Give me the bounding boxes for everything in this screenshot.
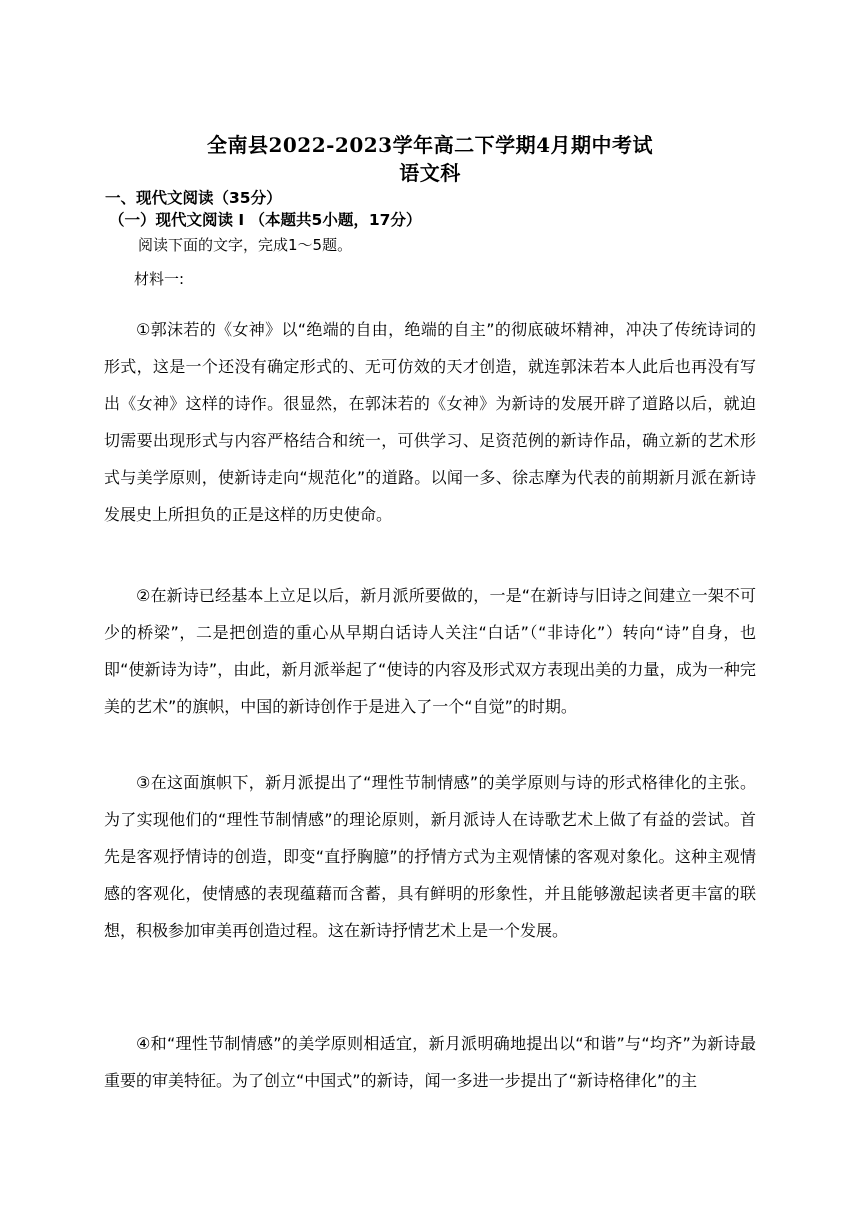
paragraph-3: ③在这面旗帜下，新月派提出了“理性节制情感”的美学原则与诗的形式格律化的主张。为了实现他们的“理性节制情感”的理论原则，新月派诗人在诗歌艺术上做了有益的尝试。首先是客观抒情诗的创造，即变“直抒胸臆”的抒情方式为主观情愫的客观对象化。这种主观情感的客观化，使情感的表现蕴藉而含蓄，具有鲜明的形象性，并且能够激起读者更丰富的联想，积极参加审美再创造过程。这在新诗抒情艺术上是一个发展。 xyxy=(104,773,756,940)
paragraph-1: ①郭沫若的《女神》以“绝端的自由，绝端的自主”的彻底破坏精神，冲决了传统诗词的形式，这是一个还没有确定形式的、无可仿效的天才创造，就连郭沫若本人此后也再没有写出《女神》这样的诗作。很显然，在郭沫若的《女神》为新诗的发展开辟了道路以后，就迫切需要出现形式与内容严格结合和统一，可供学习、足资范例的新诗作品，确立新的艺术形式与美学原则，使新诗走向“规范化”的道路。以闻一多、徐志摩为代表的前期新月派在新诗发展史上所担负的正是这样的历史使命。 xyxy=(104,320,756,524)
section-heading: 一、现代文阅读（35分） xyxy=(105,189,282,207)
paragraph-2: ②在新诗已经基本上立足以后，新月派所要做的，一是“在新诗与旧诗之间建立一架不可少的桥梁”，二是把创造的重心从早期白话诗人关注“白话”（“非诗化”）转向“诗”自身，也即“使新诗为诗”，由此，新月派举起了“使诗的内容及形式双方表现出美的力量，成为一种完美的艺术”的旗帜，中国的新诗创作于是进入了一个“自觉”的时期。 xyxy=(104,586,756,716)
subsection-heading: （一）现代文阅读 I （本题共5小题，17分） xyxy=(109,211,422,229)
exam-subject: 语文科 xyxy=(399,161,461,185)
paragraph-4: ④和“理性节制情感”的美学原则相适宜，新月派明确地提出以“和谐”与“均齐”为新诗最重要的审美特征。为了创立“中国式”的新诗，闻一多进一步提出了“新诗格律化”的主 xyxy=(104,1034,756,1090)
material-label: 材料一: xyxy=(134,270,185,288)
reading-instruction: 阅读下面的文字，完成1～5题。 xyxy=(138,236,353,254)
exam-title: 全南县2022-2023学年高二下学期4月期中考试 xyxy=(206,133,654,157)
